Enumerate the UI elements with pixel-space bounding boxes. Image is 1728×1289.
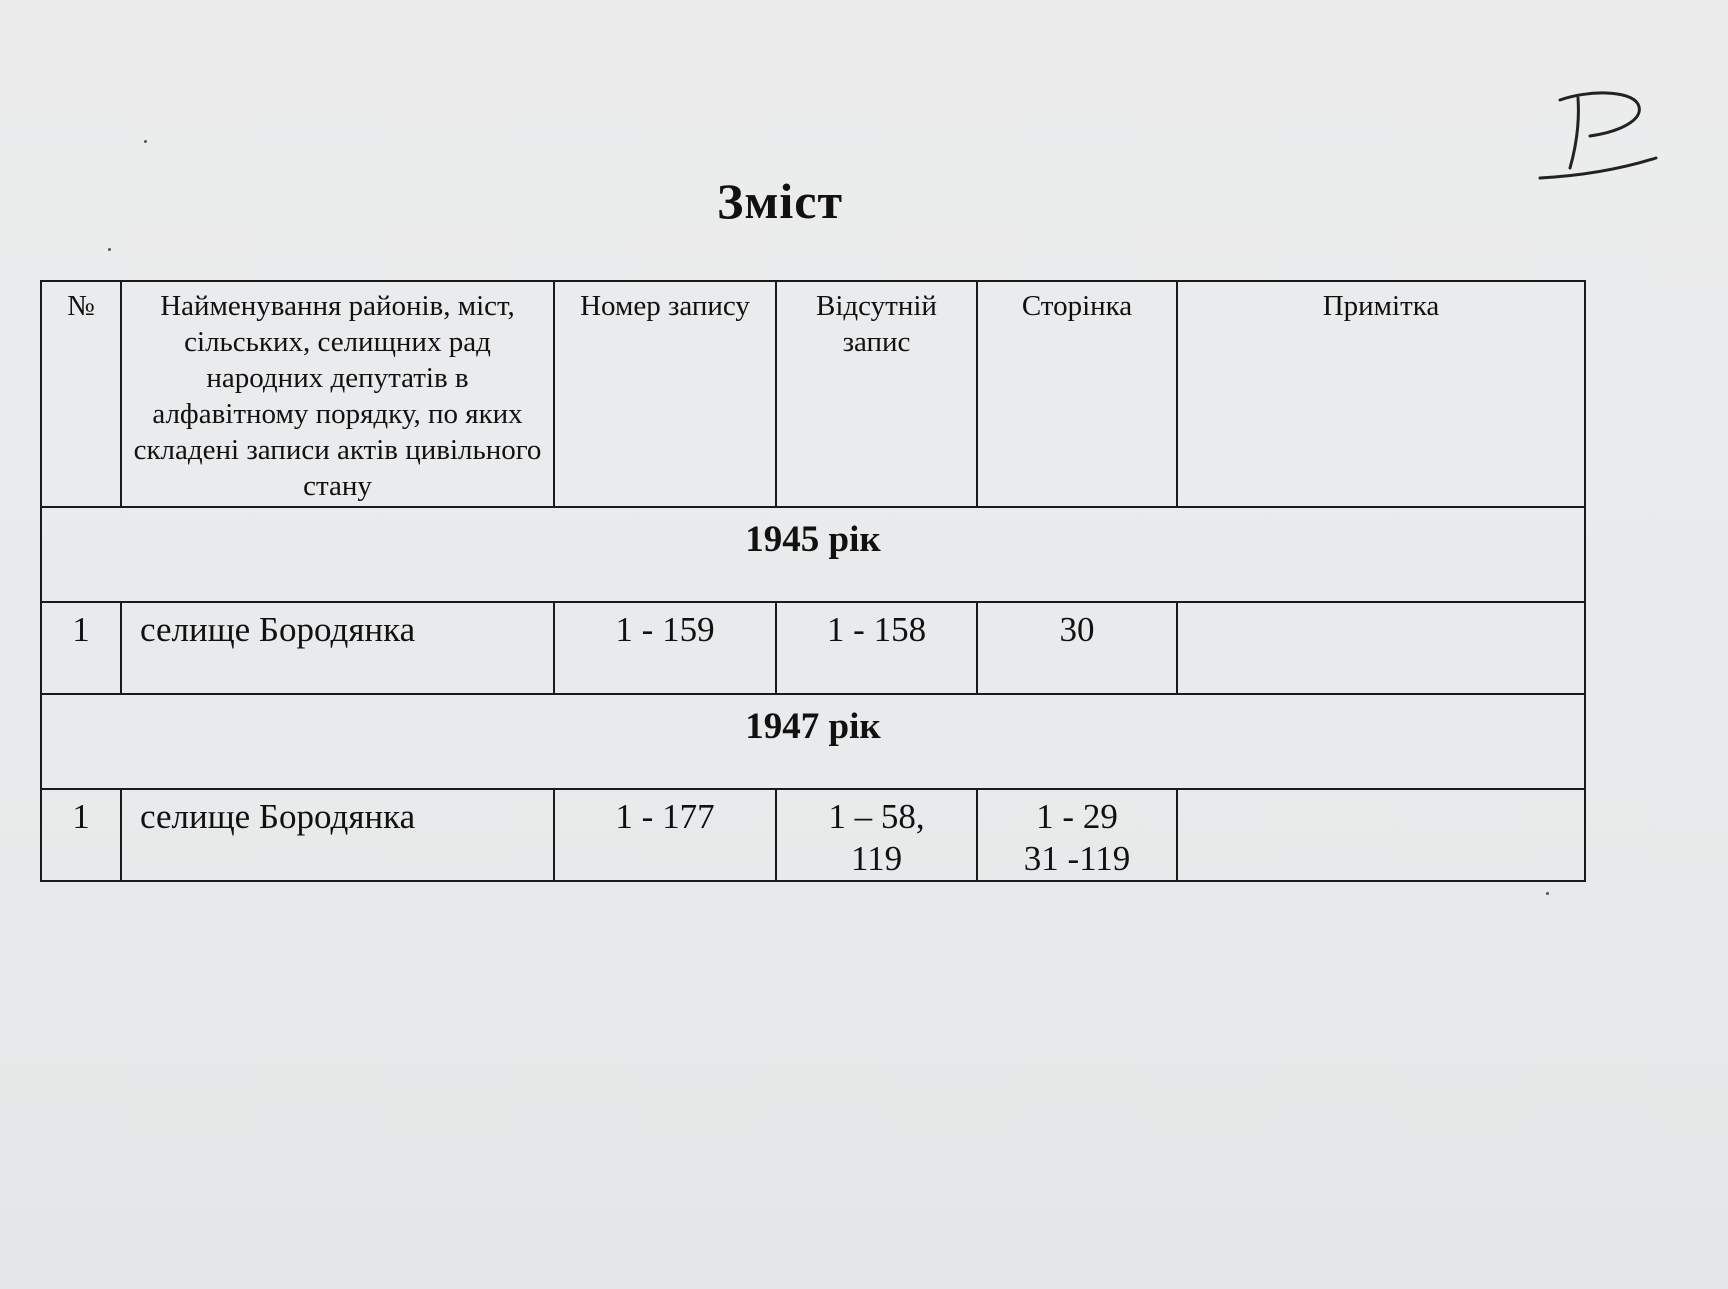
row-number: 1	[41, 602, 121, 694]
column-header-name: Найменування районів, міст, сільських, селищних рад народних депутатів в алфавітному порядку, по яких складені записи актів цивільного стану	[121, 281, 554, 507]
table-row	[41, 789, 1585, 881]
column-header-record-number: Номер запису	[554, 281, 776, 507]
page-title: Зміст	[716, 173, 844, 229]
speck-mark	[144, 140, 147, 143]
column-header-note: Примітка	[1177, 281, 1585, 507]
column-header-missing-record: Відсутній запис	[776, 281, 977, 507]
row-record-number: 1 - 159	[554, 602, 776, 694]
row-page: 30	[977, 602, 1177, 694]
year-section-row	[41, 507, 1585, 602]
speck-mark	[108, 248, 111, 251]
year-section-row	[41, 694, 1585, 789]
year-heading: 1947 рік	[41, 694, 1585, 789]
column-header-number: №	[41, 281, 121, 507]
row-name: селище Бородянка	[121, 789, 554, 881]
year-heading: 1945 рік	[41, 507, 1585, 602]
row-page: 1 - 29 31 -119	[977, 789, 1177, 881]
speck-mark	[1546, 892, 1549, 895]
row-note	[1177, 602, 1585, 694]
row-record-number: 1 - 177	[554, 789, 776, 881]
column-header-page: Сторінка	[977, 281, 1177, 507]
row-missing-record: 1 – 58, 119	[776, 789, 977, 881]
row-missing-record: 1 - 158	[776, 602, 977, 694]
table-header-row	[41, 281, 1585, 507]
row-number: 1	[41, 789, 121, 881]
table-row	[41, 602, 1585, 694]
row-note	[1177, 789, 1585, 881]
row-name: селище Бородянка	[121, 602, 554, 694]
contents-table	[40, 280, 1586, 882]
